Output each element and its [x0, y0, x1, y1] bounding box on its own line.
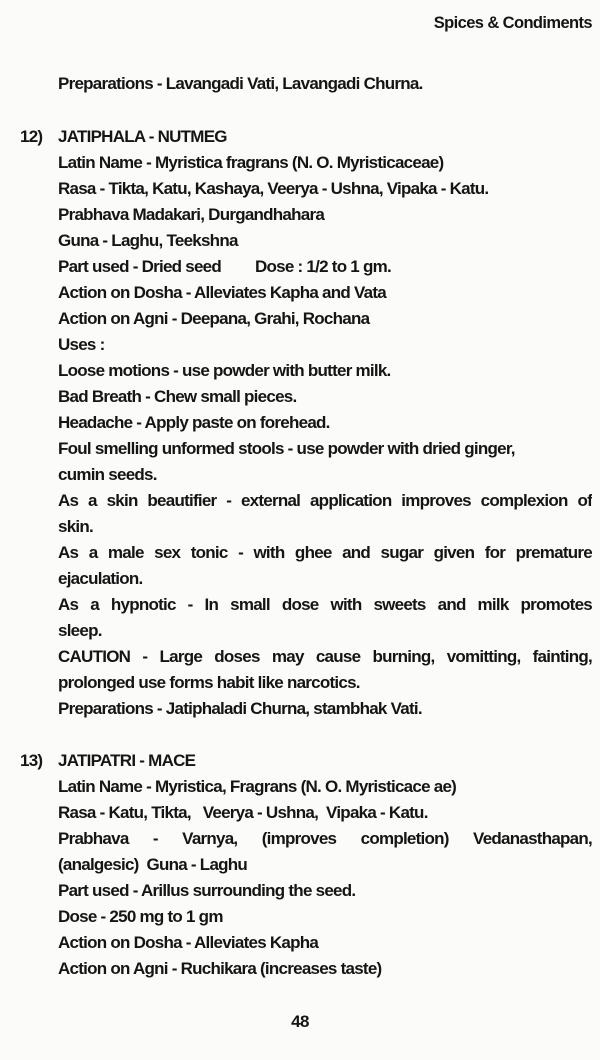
- running-header: Spices & Condiments: [433, 14, 592, 32]
- text-line: Prabhava Madakari, Durgandhahara: [58, 205, 325, 224]
- text-line: Latin Name - Myristica fragrans (N. O. Myristicaceae): [58, 153, 444, 172]
- text-line: Dose - 250 mg to 1 gm: [58, 907, 223, 926]
- text-line: Bad Breath - Chew small pieces.: [58, 387, 297, 406]
- text-line: Rasa - Katu, Tikta, Veerya - Ushna, Vipaka - Katu.: [58, 803, 428, 822]
- text-line: Headache - Apply paste on forehead.: [58, 413, 330, 432]
- text-line: (analgesic) Guna - Laghu: [58, 855, 248, 874]
- text-line: skin.: [58, 517, 93, 536]
- text-line: Action on Agni - Deepana, Grahi, Rochana: [58, 309, 370, 328]
- text-line: As a male sex tonic - with ghee and sugar given for premature: [58, 543, 592, 562]
- text-line: Part used - Arillus surrounding the seed.: [58, 881, 356, 900]
- text-line: sleep.: [58, 621, 102, 640]
- text-line: prolonged use forms habit like narcotics.: [58, 673, 360, 692]
- text-line: Uses :: [58, 335, 105, 354]
- page-body: [20, 71, 592, 982]
- text-line: Latin Name - Myristica, Fragrans (N. O. Myristicace ae): [58, 777, 457, 796]
- section-heading: [20, 748, 592, 774]
- intro-preparations: Preparations - Lavangadi Vati, Lavangadi Churna.: [58, 74, 423, 93]
- dose: Dose : 1/2 to 1 gm.: [255, 257, 391, 276]
- text-line: Action on Dosha - Alleviates Kapha and Vata: [58, 283, 386, 302]
- section-nutmeg: [20, 124, 592, 722]
- text-line: ejaculation.: [58, 569, 143, 588]
- section-title: JATIPHALA - NUTMEG: [58, 127, 227, 146]
- text-line: CAUTION - Large doses may cause burning, vomitting, fainting,: [58, 647, 592, 666]
- text-line: Rasa - Tikta, Katu, Kashaya, Veerya - Ushna, Vipaka - Katu.: [58, 179, 489, 198]
- text-line: Action on Dosha - Alleviates Kapha: [58, 933, 319, 952]
- text-line: Guna - Laghu, Teekshna: [58, 231, 238, 250]
- section-mace: [20, 748, 592, 982]
- section-number: 13): [20, 751, 43, 770]
- section-title: JATIPATRI - MACE: [58, 751, 196, 770]
- text-line: Loose motions - use powder with butter milk.: [58, 361, 391, 380]
- text-line: cumin seeds.: [58, 465, 157, 484]
- part-used: Part used - Dried seed: [58, 257, 222, 276]
- section-number: 12): [20, 127, 43, 146]
- text-line: Preparations - Jatiphaladi Churna, stambhak Vati.: [58, 699, 422, 718]
- text-line: As a skin beautifier - external application improves complexion of: [58, 491, 592, 510]
- text-line: As a hypnotic - In small dose with sweets and milk promotes: [58, 595, 592, 614]
- text-line: Action on Agni - Ruchikara (increases taste): [58, 959, 382, 978]
- page-number: 48: [291, 1012, 309, 1031]
- text-line: Prabhava - Varnya, (improves completion) Vedanasthapan,: [58, 829, 592, 848]
- text-line: Foul smelling unformed stools - use powder with dried ginger,: [58, 439, 515, 458]
- section-heading: [20, 124, 592, 150]
- text-line: [58, 254, 592, 280]
